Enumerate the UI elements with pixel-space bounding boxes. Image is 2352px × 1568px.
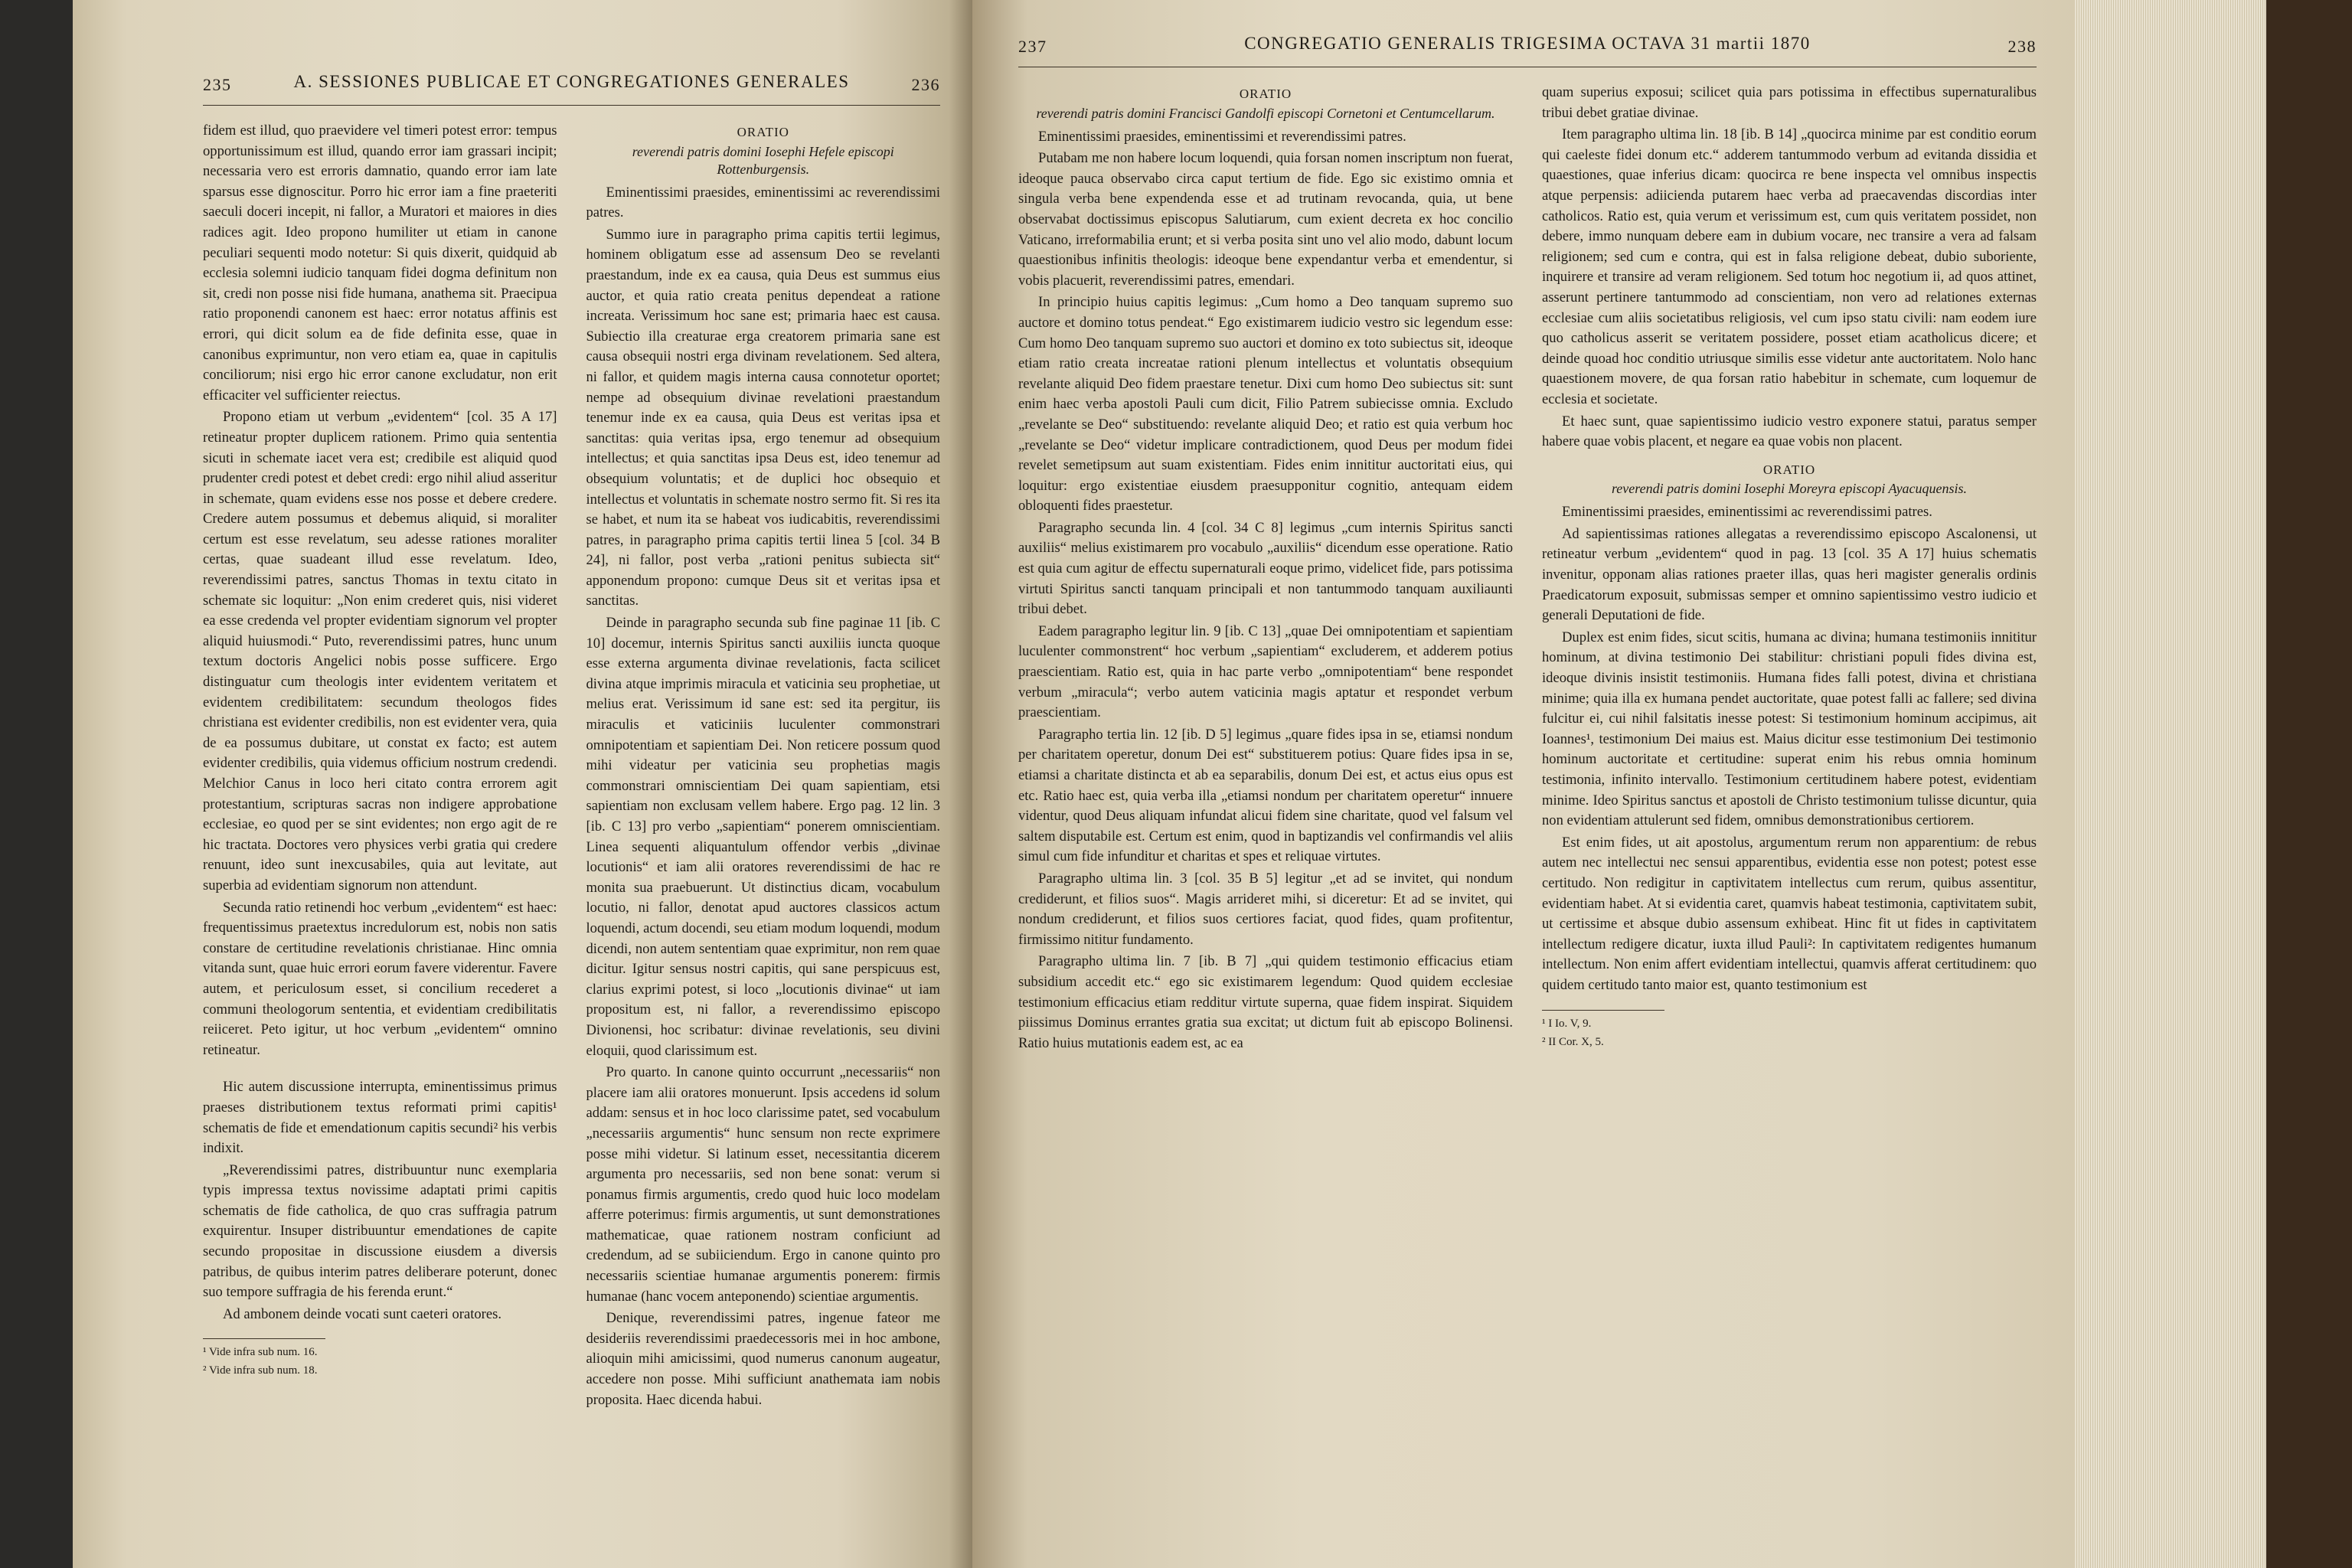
- paragraph: Eminentissimi praesides, eminentissimi ac reverendissimi patres.: [1562, 504, 1932, 521]
- paragraph: Secunda ratio retinendi hoc verbum „evidentem“ est haec: frequentissimus praetextus incredulorum est, nobis non satis constare de certitudine revelationis christianae. Hinc omnia vitanda sunt, quae huic errori eorum favere viderentur. Favere autem, et periculosum esset, si concilium recederet a communi theologorum sententia, et evidentiam credibilitatis reiiceret. Peto igitur, ut hoc verbum „evidentem“ omnino retineatur.: [203, 899, 557, 1058]
- paragraph: Item paragrapho ultima lin. 18 [ib. B 14] „quocirca minime par est conditio eorum qui caeleste fidei donum etc.“ adderem tantummodo verbum ad evitanda dissidia et quaestiones, quae inferius dicam: quocirca re bene inspecta vel omnibus inspectis atque perpensis: adiicienda putarem haec verba ad praecavendas discordias inter catholicos. Ratio est, quia verum et verissimum est, cum quis veritatem possidet, non debere, immo nunquam debere eam in dubium vocare, nec transire a vera ad falsam religionem; sed cum e contra, qui est in falsa religione debeat, dubio suboriente, inquirere et transire ad veram religionem. Sed totum hoc negotium ii, ad quos attinet, asserunt pertinere tantummodo ad conscientiam, non vero ad relationes externas ecclesiae cum aliis societatibus religiosis, vel cum ipso statu civili: nam eodem iure quo catholicus asserit se veritatem possidere, posset etiam acatholicus dicere; et deinde quoad hoc conditio utriusque similis esse videtur ante auctoritatem. Nolo hanc quaestionem movere, de qua forsan ratio habebitur in schemate, cum loquemur de ecclesia et societate.: [1542, 126, 2037, 407]
- left-page: [73, 0, 972, 1568]
- text-column-1: [203, 121, 557, 1545]
- page-number: 238: [2007, 37, 2037, 56]
- paragraph: Propono etiam ut verbum „evidentem“ [col. 35 A 17] retineatur propter duplicem rationem. Primo quia sententia sicuti in schemate iacet vera est; credibile est aliquid quod prudenter credi potest et debet credi: ergo nihil aliud asseritur in schemate, quam evidens esse nos posse et debere credere. Credere autem possumus et debemus aliquid, si moraliter certum est esse revelatum, seu adesse rationes moraliter certas, quae suadeant illud esse revelatum. Ideo, reverendissimi patres, sanctus Thomas in textu citato in schemate sic loquitur: „Non enim crederet quis, nisi videret ea esse credenda vel propter evidentiam signorum vel propter aliquid huiusmodi.“ Puto, reverendissimi patres, hunc unum textum doctoris Angelici nobis posse sufficere. Ergo distinguatur cum theologis inter evidentem veritatem et evidentem credibilitatem: secundum theologos fides christiana est evidenter credibilis, non est evidenter vera, quia de ea possumus dubitare, ut constat ex facto; est autem evidenter credibilis, quia videmus officium nostrum credendi. Melchior Canus in loco heri citato contra errorem agit protestantium, scripturas sacras non indigere approbatione ecclesiae, eo quod per se sint evidentes; non ergo agit de re hic tractata. Doctores vero physices verbi gratia qui credere renuunt, ideo sunt inexcusabiles, quia aut levitate, aut superbia ad evidentiam signorum non attendunt.: [203, 409, 557, 893]
- text-column-2: [1542, 83, 2037, 1568]
- paragraph: quam superius exposui; scilicet quia pars potissima in effectibus supernaturalibus tribui debet gratiae divinae.: [1542, 84, 2037, 121]
- paragraph: „Reverendissimi patres, distribuuntur nunc exemplaria typis impressa textus novissime adaptati primi capitis schematis de fide catholica, de quo cras suffragia patrum exquirentur. Insuper distribuuntur emendationes de capite secundo propositae in discussione eiusdem a diversis patribus, de quibus interim patres deliberare poterunt, donec suo tempore suffragia de his ferenda erunt.“: [203, 1161, 557, 1301]
- speaker-name: reverendi patris domini Iosephi Hefele episcopi Rottenburgensis.: [632, 143, 894, 177]
- page-edges: [2075, 0, 2266, 1568]
- footnote: ¹ I Io. V, 9.: [1542, 1017, 1592, 1030]
- paragraph: Est enim fides, ut ait apostolus, argumentum rerum non apparentium: de rebus autem nec intellectui nec sensui apparentibus, evidentia esse non potest; potest esse certitudo. Non redigitur in captivitatem intellectus cum rerum, quibus assentitur, evidentiam habet. At si evidentia caret, quamvis habeat testimonia, captivitatem subit, ut certissime et absque dubio assensum exhibeat. Hinc fit ut fides in captivitatem intellectum redigere dicatur, iuxta illud Pauli²: In captivitatem redigentes humanum intellectum. Non enim affert evidentiam intellectui, quamvis afferat certitudinem: quo quidem certitudo tanto maior est, quanto testimonium est: [1542, 834, 2037, 993]
- running-title: CONGREGATIO GENERALIS TRIGESIMA OCTAVA 31 martii 1870: [1244, 34, 1811, 53]
- paragraph: Paragrapho ultima lin. 7 [ib. B 7] „qui quidem testimonio efficacius etiam subsidium accedit etc.“ ego sic existimarem legendum: Quod quidem ecclesiae testimonium efficacius etiam redditur virtute superna, quae fidem inspirat. Siquidem piissimus Dominus errantes gratia sua excitat; ut dictum fuit ab episcopo Bolinensi. Ratio huius mutationis eadem est, ac ea: [1018, 953, 1513, 1051]
- speaker-name: reverendi patris domini Iosephi Moreyra episcopi Ayacuquensis.: [1611, 481, 1968, 497]
- section-heading: ORATIO: [1762, 462, 1816, 477]
- page-number: 236: [911, 75, 940, 94]
- paragraph: Denique, reverendissimi patres, ingenue fateor me desideriis reverendissimi praedecessoris mei in hoc ambone, alioquin mihi amicissimi, quod numerus canonum augeatur, accedere non posse. Mihi sufficiunt anathemata iam nobis proposita. Haec dicenda habui.: [586, 1310, 940, 1408]
- page-number: 235: [203, 75, 232, 94]
- right-page: [972, 0, 2075, 1568]
- paragraph: Deinde in paragrapho secunda sub fine paginae 11 [ib. C 10] docemur, internis Spiritus sancti auxiliis iuncta quoque esse externa argumenta divinae revelationis, facta scilicet divina atque imprimis miracula et vaticinia seu prophetiae, ut melius erat. Verissimum id sane est: sed ita pergitur, iis miraculis et vaticiniis luculenter commonstrari omnipotentiam et sapientiam Dei. Non reticere possum quod mihi videatur per vaticinia seu prophetias magis commonstrari omniscientiam Dei quam sapientiam, etsi sapientiam non exclusam vellem habere. Ergo pag. 12 lin. 3 [ib. C 13] pro verbo „sapientiam“ ponerem omniscientiam. Linea sequenti aliquantulum offendor verbis „divinae locutionis“ et iam alii oratores reverendissimi de hac re monita sua praebuerunt. Ut distinctius dicam, vocabulum locutio, ni fallor, denotat apud auctores classicos actum loquendi, actum docendi, seu etiam modum loquendi, modum dicendi, non autem sententiam quae exprimitur, non rem quae dicitur. Igitur sensus nostri capitis, qui sane perspicuus est, clarius exprimi potest, si loco „locutionis divinae“ ut iam propositum est, ni fallor, a reverendissimo episcopo Divionensi, hoc scribatur: divinae revelationis, seu divini eloquii, quod clarissimum est.: [586, 615, 940, 1059]
- paragraph: fidem est illud, quo praevidere vel timeri potest error: tempus opportunissimum est illud, quando error iam grassari incipit; necessaria vero est erroris damnatio, quando error iam late sparsus esse dignoscitur. Porro hic error iam a fine praeteriti saeculi doceri incepit, ni fallor, a Muratori et maiores in dies radices agit. Ideo propono humiliter ut etiam in canone peculiari sequenti modo notetur: Si quis dixerit, quidquid ab ecclesia solemni iudicio tanquam fidei dogma definitum non sit, credi non posse nisi fide humana, anathema sit. Praecipua ratio proponendi canonem est haec: error notatus affinis est errori, qui dicit solum ea de fide definita esse, quae in canonibus exprimuntur, non vero etiam ea, quae in capitulis conciliorum; nisi ergo hic error canone excludatur, non erit efficaciter vel sufficienter reiectus.: [203, 122, 557, 403]
- section-heading: ORATIO: [1239, 87, 1292, 101]
- paragraph: Duplex est enim fides, sicut scitis, humana ac divina; humana testimoniis innititur hominum, at divina testimonio Dei stabilitur: christiani populi fides divina est, ideoque divinis insistit testimoniis. Humana fides falli potest, divina et christiana minime; quia illa ex humana pendet auctoritate, quae potest falli ac fallere; sed divina fulcitur ei, cui nihil falsitatis inesse potest: Si testimonium hominum accipimus, ait Ioannes¹, testimonium Dei maius est. Maius dicitur esse testimonium Dei testimonio hominum auctoritate et certitudine: superat enim his rebus omnia hominum testimonia, infinito intervallo. Testimonium certitudinem habere potest, evidentiam minime. Ideo Spiritus sanctus et apostoli de Christo testimonium tulisse dicuntur, quia non evidentiam attulerunt sed fidem, omnibus demonstrationibus certiorem.: [1542, 629, 2037, 829]
- running-head-left: [203, 60, 940, 106]
- paragraph: Ad ambonem deinde vocati sunt caeteri oratores.: [223, 1305, 501, 1322]
- paragraph: Eminentissimi praesides, eminentissimi ac reverendissimi patres.: [586, 184, 940, 221]
- footnote-rule: [1542, 1010, 1664, 1011]
- paragraph: Pro quarto. In canone quinto occurrunt „necessariis“ non placere iam alii oratores monuerunt. Ipsis accedens id solum addam: sensus et in hoc loco clarissime patet, sed vocabulum „necessariis argumentis“ hunc sensum non recte exprimere posse mihi videtur. Si latinum esset, necessitantia dicerem argumenta pro necessariis, sed non bene sonat: verum si ponamus firmis argumentis, credo quod huic loco modelam afferre poterimus: firmis argumentis, ut sunt demonstrationes mathematicae, quae rationem nostram conficiunt ad credendum, ad se subiiciendum. Ergo in canone quinto pro necessariis scientiae humanae argumentis ponerem: firmis humanae (hanc vocem anteponendo) scientiae argumentis.: [586, 1064, 940, 1305]
- running-head-right: [1018, 21, 2037, 67]
- paragraph: Eadem paragrapho legitur lin. 9 [ib. C 13] „quae Dei omnipotentiam et sapientiam luculenter commonstrent“ hoc verbum „sapientiam“ excluderem, et adderem potius praescientiam. Ratio est, quia in hac parte verbo „omnipotentiam“ bene respondet verbum „miracula“; verbo autem vaticinia magis aptatur et respondet verbum praescientiam.: [1018, 622, 1513, 721]
- footnote: ¹ Vide infra sub num. 16.: [203, 1346, 318, 1359]
- paragraph: Putabam me non habere locum loquendi, quia forsan nomen inscriptum non fuerat, ideoque pauca observabo circa caput tertium de fide. Ego sic existimo omnia et singula verba bene expendenda esse et ad trutinam revocanda, quia, ut bene observabat doctissimus episcopus Salutiarum, cum exient decreta ex hoc concilio Vaticano, irreformabilia erunt; et si verba posita sint uno vel alio modo, dabunt locum quaestionibus infinitis theologis: ideoque bene expendantur verba et emendentur, si vobis placuerit, reverendissimi patres, emendari.: [1018, 150, 1513, 289]
- book-cover: [2266, 0, 2352, 1568]
- paragraph: Et haec sunt, quae sapientissimo iudicio vestro exponere statui, paratus semper habere quae vobis placent, et negare ea quae vobis non placent.: [1542, 413, 2037, 450]
- page-number: 237: [1018, 37, 1047, 56]
- text-column-2: [586, 121, 941, 1545]
- paragraph: Paragrapho ultima lin. 3 [col. 35 B 5] legitur „et ad se invitet, qui nondum crediderunt, et filios suos“. Magis arrideret mihi, si diceretur: Et ad se invitet, qui nondum crediderunt, et filios suos certiores faciat, quod fides, quam profitentur, firmissimo nititur fundamento.: [1018, 870, 1513, 948]
- speaker-name: reverendi patris domini Francisci Gandolfi episcopi Cornetoni et Centumcellarum.: [1036, 105, 1495, 121]
- paragraph: Paragrapho tertia lin. 12 [ib. D 5] legimus „quare fides ipsa in se, etiamsi nondum per charitatem operetur, donum Dei est“ substituerem potius: Quare fides ipsa in se, etiamsi a charitate distincta et ab ea separabilis, donum Dei est, et actus eius opus est etc. Ratio haec est, quia verba illa „etiamsi nondum per charitatem operetur“ innuere videntur, quod Deus aliquam infundat alicui fidem sine charitate, quod vel falsum vel saltem disputabile est. Certum est enim, quod in baptizandis vel confirmandis vel aliis simul cum fide infunditur et charitas et spes et reliquae virtutes.: [1018, 726, 1513, 865]
- header-rule: [203, 105, 940, 106]
- paragraph: Paragrapho secunda lin. 4 [col. 34 C 8] legimus „cum internis Spiritus sancti auxiliis“ melius existimarem pro vocabulo „auxiliis“ dicendum esse operatione. Ratio est quia cum agitur de effectu supernaturali eoque primo, videlicet fide, pars potissima virtuti Spiritus sancti tanquam principali et non tantummodo tanquam auxiliaunti tribui debet.: [1018, 519, 1513, 618]
- section-heading: ORATIO: [737, 125, 789, 139]
- running-title: A. SESSIONES PUBLICAE ET CONGREGATIONES GENERALES: [293, 72, 850, 91]
- paragraph: Ad sapientissimas rationes allegatas a reverendissimo episcopo Ascalonensi, ut retineatur verbum „evidentem“ quod in pag. 13 [col. 35 A 17] huius schematis invenitur, opponam alias rationes praeter illas, quas heri magister generalis ordinis Praedicatorum exposuit, submissas semper et omnino sapientissimo vestro iudicio et generali Deputationi de fide.: [1542, 525, 2037, 624]
- footnote-rule: [203, 1338, 325, 1339]
- paragraph: Eminentissimi praesides, eminentissimi et reverendissimi patres.: [1038, 128, 1406, 145]
- paragraph: Hic autem discussione interrupta, eminentissimus primus praeses distributionem textus reformati primi capitis¹ schematis de fide et emendationum capitis secundi² his verbis indixit.: [203, 1079, 557, 1157]
- paragraph: In principio huius capitis legimus: „Cum homo a Deo tanquam supremo suo auctore et domino totus pendeat.“ Ego existimarem iudicio vestro sic legendum esse: Cum homo Deo tanquam supremo suo auctori et domino ex toto subiectus sit, ideoque etiam ratio creata increatae rationi plenum intellectus et voluntatis obsequium revelante aliquid Deo fidem praestare tenetur. Dixi cum homo Deo subiectus sit: sunt enim haec verba apostoli Pauli cum dicit, Filio Patrem subiecisse omnia. Excludo „revelante se Deo“ substituendo: revelante aliquid Deo; et ratio est quia verbum hoc „revelante se Deo“ videtur implicare contradictionem, quod Deus per modum fidei revelet semetipsum aut suam existentiam. Fides enim innititur auctoritati eius, qui loquitur: ergo existentiae eiusdem praesupponitur cognitio, antequam eidem obloquenti fides praestetur.: [1018, 294, 1513, 514]
- paragraph: Summo iure in paragrapho prima capitis tertii legimus, hominem obligatum esse ad assensum Deo se revelanti praestandum, inde ex ea causa, quia Deus est summus eius auctor, et quia ratio creata penitus dependeat a ratione increata. Verissimum hoc sane est; primaria haec est causa. Subiectio illa creaturae erga creatorem primaria sane est causa obsequii nostri erga divinam revelationem. Sed altera, ni fallor, et quidem magis interna causa connotetur oportet; nempe ad obsequium divinae revelationi praestandum tenemur inde ex ea causa, quia Deus est veritas ipsa et sanctitas: quia veritas ipsa, ergo tenemur ad obsequium intellectus; et quia sanctitas ipsa Deus est, ideo tenemur ad obsequium voluntatis; et de duplici hoc obsequio et intellectus et voluntatis in schemate nostro sermo fit. Si res ita se habet, et num ita se habeat vos iudicabitis, reverendissimi patres, in paragrapho prima capitis tertii linea 5 [col. 34 B 24], ni fallor, post verba „rationi penitus subiecta sit“ apponendum propono: cumque Deus sit et veritas ipsa et sanctitas.: [586, 226, 940, 609]
- footnote: ² Vide infra sub num. 18.: [203, 1364, 318, 1377]
- footnote: ² II Cor. X, 5.: [1542, 1035, 1604, 1048]
- text-column-1: [1018, 83, 1513, 1568]
